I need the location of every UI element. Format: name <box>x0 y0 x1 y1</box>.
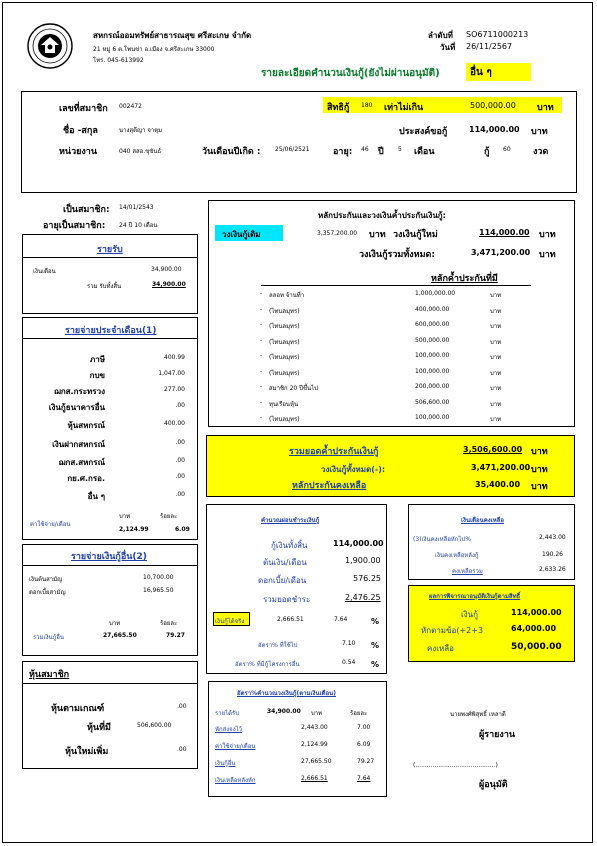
collateral-bullet: - <box>260 398 263 406</box>
not-exceed-label: เท่าไม่เกิน <box>384 103 424 113</box>
monthly-exp-value: 1,047.00 <box>158 370 185 377</box>
installment-label: งวด <box>533 147 549 157</box>
repay-real-label: เงินกู้ได้จริง <box>213 612 250 626</box>
sum-total-label: วงเงินกู้ทั้งหมด(-): <box>321 465 386 474</box>
rate-row-value: 27,665.50 <box>301 758 332 765</box>
monthly-exp-label: เงินกู้ธนาคารอื่น <box>48 403 105 412</box>
collateral-item-amount: 600,000.00 <box>415 321 450 328</box>
other-total-label: รวมเงินกู้อื่น <box>33 634 64 641</box>
repay-real-pct-sign: % <box>371 617 380 626</box>
collateral-item-amount: 200,000.00 <box>415 383 450 390</box>
shares-title: หุ้นสมาชิก <box>29 670 70 680</box>
collateral-bullet: - <box>260 336 263 344</box>
repay-rate2-value: 0.54 <box>342 659 356 666</box>
member-age-label: อายุเป็นสมาชิก: <box>43 221 106 231</box>
approve-deduct-value: 64,000.00 <box>511 624 557 633</box>
collateral-item-label: (ไทนลมุทร) <box>269 354 300 361</box>
repay-total-value: 2,476.25 <box>345 593 381 602</box>
collateral-item-amount: 506,600.00 <box>415 398 450 406</box>
old-loan-baht: บาท <box>369 230 386 240</box>
repay-total-label: รวมยอดชำระ <box>263 595 311 604</box>
collateral-item-amount: 100,000.00 <box>415 414 450 421</box>
shares-add-label: หุ้นใหม่เพิ่ม <box>65 747 109 757</box>
shares-have-label: หุ้นที่มี <box>87 723 111 733</box>
approve-remain-label: คงเหลือ <box>427 644 454 653</box>
repay-rate2-pct-sign: % <box>371 660 380 669</box>
loan-label: กู้ <box>484 147 490 157</box>
installments-value: 60 <box>503 146 511 153</box>
cost-percent: 6.09 <box>175 526 190 533</box>
collateral-item-label: ลลอท จ้านที่า <box>269 292 305 299</box>
other-interest-value: 16,965.50 <box>143 587 174 594</box>
page <box>2 2 593 843</box>
old-loan-amount: 3,357,200.00 <box>317 230 358 237</box>
rights-baht: บาท <box>537 103 554 113</box>
collateral-bullet: - <box>260 352 263 359</box>
logo <box>27 23 73 69</box>
balance-r2-label: เงินคงเหลือหลังกู้ <box>435 552 479 559</box>
rate-row-value: 2,443.00 <box>301 724 328 731</box>
collateral-item-amount: 1,000,000.00 <box>415 290 456 297</box>
remain-label: หลักประกันคงเหลือ <box>292 481 367 491</box>
sum-label: รวมยอดค้ำประกันเงินกู้ <box>289 447 379 457</box>
repay-real-value: 2,666.51 <box>277 616 304 623</box>
repay-loan-value: 114,000.00 <box>333 539 384 548</box>
repay-interest-label: ดอกเบี้ย/เดือน <box>258 576 307 585</box>
repay-rate2-label: อัตรา% ที่มีกู้โครงการอื่น <box>235 661 300 668</box>
monthly-exp-label: เงินฝากสหกรณ์ <box>52 440 105 449</box>
other-percent-label: ร้อยละ <box>160 620 178 627</box>
repay-principal-value: 1,900.00 <box>345 556 381 565</box>
collateral-bullet: - <box>260 290 263 297</box>
officer-role: ผู้รายงาน <box>479 730 516 740</box>
seq-label: ลำดับที่ <box>428 31 453 40</box>
monthly-exp-value: .00 <box>175 491 185 498</box>
cost-label: ค่าใช้จ่าย/เดือน <box>30 521 71 528</box>
monthly-exp-label: ฌกส.กระทรวง <box>53 387 105 396</box>
collateral-item-unit: บาท <box>490 416 502 423</box>
member-no-value: 002472 <box>119 103 142 110</box>
approve-loan-label: เงินกู้ <box>461 610 478 619</box>
collateral-item-unit: บาท <box>490 354 502 361</box>
member-no-label: เลขที่สมาชิก <box>59 104 108 114</box>
monthly-exp-value: .00 <box>175 457 185 464</box>
salary-label: เงินเดือน <box>33 268 56 275</box>
member-age-value: 24 ปี 10 เดือน <box>119 222 158 229</box>
rate-row-label: เงินกู้อื่น <box>215 760 236 767</box>
doc-type: อื่น ๆ <box>466 63 531 81</box>
rate-row-label: หักส่งจงไว้ <box>215 726 243 733</box>
monthly-exp-label: อื่น ๆ <box>87 492 105 501</box>
income-divider <box>23 257 197 258</box>
collateral-bullet: - <box>260 305 263 313</box>
request-baht: บาท <box>531 127 548 137</box>
monthly-exp-value: 277.00 <box>164 386 185 393</box>
collateral-bullet: - <box>260 414 263 421</box>
rate-baht-label: บาท <box>311 710 323 717</box>
collateral-item-amount: 400,000.00 <box>415 305 450 313</box>
monthly-exp-title: รายจ่ายประจำเดือน(1) <box>65 326 157 336</box>
year-label: ปี <box>378 147 384 157</box>
collateral-item-unit: บาท <box>490 385 502 392</box>
rate-row-pct: 6.09 <box>357 741 371 748</box>
rights-highlight <box>323 97 562 113</box>
collateral-item-unit: บาท <box>490 323 502 330</box>
date-label: วันที่ <box>440 43 456 52</box>
since-value: 14/01/2543 <box>119 204 154 211</box>
sum-total-baht: บาท <box>531 465 548 475</box>
collateral-bullet: - <box>260 383 263 390</box>
total-loan-amount: 3,471,200.00 <box>471 248 531 257</box>
collateral-item-label: (ไทนลมุทร) <box>269 416 300 423</box>
guarantee-title: หลักประกันและวงเงินค้ำประกันเงินกู้: <box>318 211 446 220</box>
shares-divider <box>23 683 197 684</box>
unit-label: หน่วยงาน <box>59 147 98 157</box>
other-principal-label: เงินต้นสามัญ <box>29 576 63 583</box>
other-percent-value: 79.27 <box>166 632 185 639</box>
monthly-divider <box>23 338 197 339</box>
monthly-exp-value: .00 <box>175 473 185 480</box>
shares-have-value: 506,600.00 <box>137 722 172 729</box>
rights-amount: 500,000.00 <box>470 101 516 110</box>
collateral-item-label: (ไทนลมุทร) <box>269 307 300 315</box>
request-amount: 114,000.00 <box>469 125 520 134</box>
collateral-item-label: (ไทนลมุทร) <box>269 338 300 346</box>
unit-value: 040 สสอ.ขุขันธ์ <box>119 148 162 155</box>
rights-label: สิทธิกู้ <box>327 103 350 113</box>
rate-income-label: รายได้รับ <box>215 710 240 717</box>
new-loan-amount: 114,000.00 <box>479 228 530 237</box>
shares-criteria-label: หุ้นตามเกณฑ์ <box>51 704 105 714</box>
age-years: 46 <box>361 146 369 153</box>
other-exp-divider <box>23 565 197 566</box>
collateral-item-amount: 100,000.00 <box>415 367 450 375</box>
rate-income-value: 34,900.00 <box>267 708 301 715</box>
rate-row-label: ค่าใช้จ่าย/เดือน <box>215 743 256 750</box>
collateral-item-amount: 100,000.00 <box>415 352 450 359</box>
shares-add-value: .00 <box>177 746 187 753</box>
collateral-item-label: (ไทนลมุทร) <box>269 323 300 330</box>
balance-r1-value: 2,443.00 <box>539 534 566 541</box>
salary-value: 34,900.00 <box>151 266 182 273</box>
balance-r2-value: 190.26 <box>542 551 563 558</box>
remain-baht: บาท <box>531 482 548 492</box>
collateral-item-unit: บาท <box>490 307 502 315</box>
approve-loan-value: 114,000.00 <box>511 608 562 617</box>
cost-percent-label: ร้อยละ <box>160 513 178 520</box>
shares-criteria-value: .00 <box>177 703 187 710</box>
other-exp-title: รายจ่ายเงินกู้อื่น(2) <box>71 552 147 562</box>
collateral-item-amount: 500,000.00 <box>415 336 450 344</box>
sum-amount: 3,506,600.00 <box>463 445 523 454</box>
balance-r3-label: คงเหลือรวม <box>452 568 483 575</box>
approve-remain-value: 50,000.00 <box>511 642 562 652</box>
request-label: ประสงค์ขอกู้ <box>399 127 448 137</box>
age-months: 5 <box>398 146 402 153</box>
seq-value: SO6711000213 <box>466 30 529 39</box>
income-total-label: รวม รับทั้งสิ้น <box>87 283 122 290</box>
monthly-exp-label: หุ้นสหกรณ์ <box>67 421 105 430</box>
rate-row-pct: 7.64 <box>357 775 371 782</box>
sum-total-amount: 3,471,200.00 <box>471 463 531 472</box>
approver-role: ผู้อนุมัติ <box>479 780 508 790</box>
monthly-exp-value: .00 <box>175 439 185 446</box>
monthly-exp-value: .00 <box>175 402 185 409</box>
collateral-divider <box>261 285 531 286</box>
collateral-item-unit: บาท <box>490 292 502 299</box>
month-label: เดือน <box>414 147 435 157</box>
monthly-exp-label: ภาษี <box>89 355 105 364</box>
new-loan-baht: บาท <box>539 230 556 240</box>
collateral-item-unit: บาท <box>490 369 502 377</box>
collateral-item-label: (ไทนลมุทร) <box>269 369 300 377</box>
name-label: ชื่อ -สกุล <box>63 126 98 136</box>
repay-real-pct: 7.64 <box>334 616 348 623</box>
other-principal-value: 10,700.00 <box>143 574 174 581</box>
monthly-exp-label: ฌกส.สหกรณ์ <box>58 458 105 467</box>
total-loan-label: วงเงินกู้รวมทั้งหมด: <box>359 250 435 260</box>
rate-row-label: เงินเหลือหลังหัก <box>215 777 256 784</box>
repay-rate1-label: อัตรา% ที่ใช้ไป <box>258 642 298 649</box>
monthly-exp-label: กย.ศ.กรอ. <box>67 474 105 483</box>
cost-baht-label: บาท <box>119 513 131 520</box>
collateral-item-unit: บาท <box>490 400 502 408</box>
balance-title: เงินเดือนคงเหลือ <box>461 517 504 524</box>
repay-rate1-pct-sign: % <box>371 641 380 650</box>
date-value: 26/11/2567 <box>466 42 513 51</box>
other-baht-label: บาท <box>109 620 121 627</box>
rate-row-pct: 7.00 <box>357 724 371 731</box>
remain-amount: 35,400.00 <box>475 480 521 489</box>
age-label: อายุ: <box>333 147 353 157</box>
collateral-bullet: - <box>260 367 263 375</box>
name-value: นางสุดีญา จาตุม <box>119 127 163 134</box>
rate-row-pct: 79.27 <box>357 758 375 765</box>
new-loan-label: วงเงินกู้ใหม่ <box>393 230 438 240</box>
collateral-title: หลักค้ำประกันที่มี <box>431 274 498 284</box>
monthly-exp-value: 400.99 <box>164 354 185 361</box>
rate-row-value: 2,666.51 <box>301 775 328 782</box>
rate-percent-label: ร้อยละ <box>350 710 368 717</box>
collateral-item-unit: บาท <box>490 338 502 346</box>
collateral-item-label: ทุนเรือนหุ้น <box>269 400 299 408</box>
collateral-item-label: สมาชิก 20 ปีขึ้นไป <box>269 385 318 392</box>
org-address: 21 หมู่ 6 ต.โพนข่า อ.เมือง จ.ศรีสะเกษ 33000 <box>93 46 215 53</box>
repay-title: คำนวณผ่อนชำระเงินกู้ <box>261 517 320 524</box>
birth-label: วันเดือนปีเกิด : <box>202 147 261 157</box>
birth-value: 25/06/2521 <box>275 146 310 153</box>
income-title: รายรับ <box>97 245 123 255</box>
other-interest-label: ดอกเบี้ยสามัญ <box>29 589 66 596</box>
org-name: สหกรณ์ออมทรัพย์สาธารณสุข ศรีสะเกษ จำกัด <box>93 31 252 40</box>
income-total-value: 34,900.00 <box>152 281 186 288</box>
rights-months: 180 <box>361 102 373 109</box>
approver-blank: (..........................................) <box>413 762 498 769</box>
other-total-value: 27,665.50 <box>103 632 137 639</box>
repay-loan-label: กู้เงินทั้งสิ้น <box>271 541 308 550</box>
officer-name: นายพงศ์พิสุทธิ์ เหลาดี <box>450 711 506 718</box>
repay-interest-value: 576.25 <box>353 574 381 583</box>
repay-rate1-value: 7.10 <box>342 640 356 647</box>
coop-seal-icon <box>27 23 73 69</box>
cost-amount: 2,124.99 <box>119 526 149 533</box>
balance-r3-value: 2,633.26 <box>539 566 566 573</box>
rate-row-value: 2,124.99 <box>301 741 328 748</box>
total-loan-baht: บาท <box>539 250 556 260</box>
balance-r1-label: (3)เงินคงเหลือหักไป% <box>413 536 471 543</box>
doc-title: รายละเอียดคำนวนเงินกู้(ยังไม่ผ่านอนุมัติ) <box>261 68 440 79</box>
org-phone: โทร. 045-613992 <box>93 57 144 64</box>
rate-calc-title: อัตรา%คำนวณวงเงินกู้(ตามเงินเดือน) <box>237 690 336 697</box>
collateral-bullet: - <box>260 321 263 328</box>
approve-deduct-label: หักตามข้อ(+2+3 <box>421 626 484 635</box>
monthly-exp-value: 400.00 <box>164 420 185 427</box>
since-label: เป็นสมาชิก: <box>63 205 110 215</box>
approve-title: ผลการพิจารณาอนุมัติเงินกู้ตามสิทธิ์ <box>429 593 521 600</box>
monthly-exp-label: กบข <box>89 371 105 380</box>
old-loan-label: วงเงินกู้เดิม <box>215 225 283 241</box>
sum-baht: บาท <box>531 447 548 457</box>
repay-principal-label: ต้นเงิน/เดือน <box>263 558 307 567</box>
